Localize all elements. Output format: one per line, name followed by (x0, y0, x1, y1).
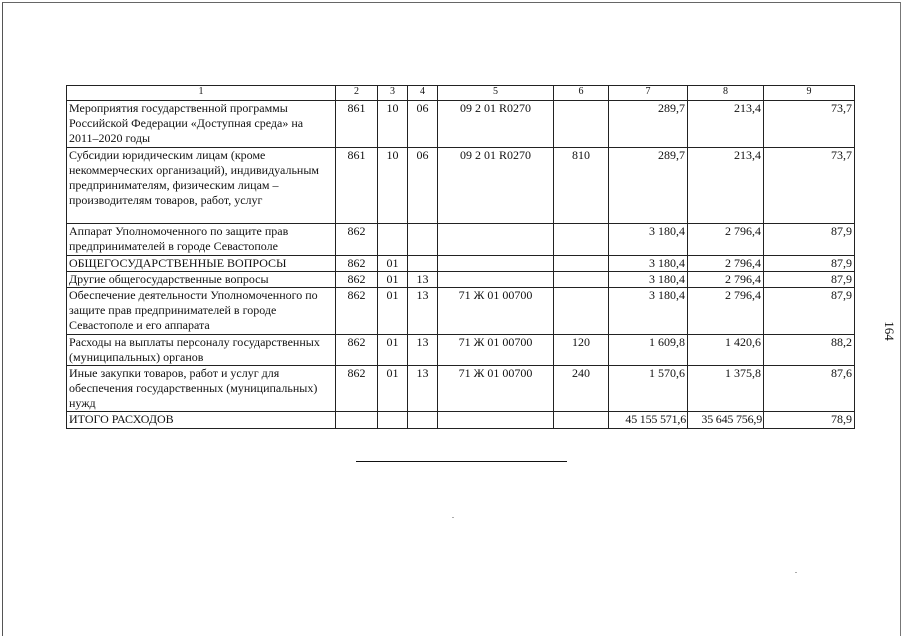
code-cell: 13 (408, 288, 438, 335)
amount-cell: 2 796,4 (688, 256, 764, 272)
code-cell: 240 (554, 366, 609, 412)
amount-cell: 2 796,4 (688, 224, 764, 256)
amount-cell: 87,6 (764, 366, 855, 412)
code-cell: 862 (336, 288, 378, 335)
code-cell (554, 412, 609, 429)
code-cell (438, 412, 554, 429)
code-cell: 862 (336, 366, 378, 412)
page-number: 164 (882, 321, 897, 341)
code-cell: 861 (336, 148, 378, 224)
header-cell: 6 (554, 86, 609, 101)
header-cell: 3 (378, 86, 408, 101)
code-cell: 10 (378, 101, 408, 148)
code-cell: 06 (408, 101, 438, 148)
total-amount-cell: 45 155 571,6 (609, 412, 688, 429)
table-row (67, 288, 855, 335)
table-total-row (67, 412, 855, 429)
header-cell: 7 (609, 86, 688, 101)
code-cell: 09 2 01 R0270 (438, 101, 554, 148)
amount-cell: 213,4 (688, 148, 764, 224)
name-cell: Иные закупки товаров, работ и услуг для обеспечения государственных (муниципальных) нужд (67, 366, 336, 412)
amount-cell: 3 180,4 (609, 288, 688, 335)
code-cell: 862 (336, 335, 378, 366)
name-cell: Мероприятия государственной программы Российской Федерации «Доступная среда» на 2011–2020 годы (67, 101, 336, 148)
code-cell: 01 (378, 366, 408, 412)
total-amount-cell: 78,9 (764, 412, 855, 429)
header-cell: 4 (408, 86, 438, 101)
code-cell: 862 (336, 272, 378, 288)
table-row (67, 224, 855, 256)
name-cell: Обеспечение деятельности Уполномоченного по защите прав предпринимателей в городе Севастополе и его аппарата (67, 288, 336, 335)
code-cell: 01 (378, 256, 408, 272)
code-cell: 01 (378, 335, 408, 366)
name-cell: Расходы на выплаты персоналу государственных (муниципальных) органов (67, 335, 336, 366)
amount-cell: 73,7 (764, 101, 855, 148)
code-cell (408, 256, 438, 272)
code-cell: 862 (336, 224, 378, 256)
amount-cell: 87,9 (764, 256, 855, 272)
name-cell: Другие общегосударственные вопросы (67, 272, 336, 288)
amount-cell: 88,2 (764, 335, 855, 366)
amount-cell: 87,9 (764, 272, 855, 288)
budget-table (66, 85, 855, 429)
amount-cell: 73,7 (764, 148, 855, 224)
amount-cell: 289,7 (609, 101, 688, 148)
amount-cell: 2 796,4 (688, 288, 764, 335)
name-cell: ОБЩЕГОСУДАРСТВЕННЫЕ ВОПРОСЫ (67, 256, 336, 272)
code-cell: 13 (408, 366, 438, 412)
table-row (67, 272, 855, 288)
code-cell: 13 (408, 335, 438, 366)
table-row (67, 335, 855, 366)
amount-cell: 3 180,4 (609, 272, 688, 288)
header-cell: 2 (336, 86, 378, 101)
table-row (67, 256, 855, 272)
code-cell: 861 (336, 101, 378, 148)
code-cell (408, 412, 438, 429)
amount-cell: 2 796,4 (688, 272, 764, 288)
code-cell: 09 2 01 R0270 (438, 148, 554, 224)
total-amount-cell: 35 645 756,9 (688, 412, 764, 429)
code-cell (554, 101, 609, 148)
amount-cell: 87,9 (764, 224, 855, 256)
code-cell: 01 (378, 272, 408, 288)
scan-speck (452, 517, 454, 518)
name-cell: Субсидии юридическим лицам (кроме некоммерческих организаций), индивидуальным предпринимателям, физическим лицам – производителям товаров, работ, услуг (67, 148, 336, 224)
code-cell: 13 (408, 272, 438, 288)
code-cell: 71 Ж 01 00700 (438, 366, 554, 412)
code-cell: 06 (408, 148, 438, 224)
code-cell (336, 412, 378, 429)
amount-cell: 1 420,6 (688, 335, 764, 366)
amount-cell: 289,7 (609, 148, 688, 224)
code-cell (554, 288, 609, 335)
code-cell (438, 256, 554, 272)
code-cell (408, 224, 438, 256)
amount-cell: 87,9 (764, 288, 855, 335)
code-cell (378, 224, 408, 256)
amount-cell: 213,4 (688, 101, 764, 148)
code-cell (438, 272, 554, 288)
code-cell (554, 256, 609, 272)
table-row (67, 148, 855, 224)
table-body (67, 86, 855, 429)
code-cell: 120 (554, 335, 609, 366)
code-cell (438, 224, 554, 256)
code-cell (378, 412, 408, 429)
table-row (67, 101, 855, 148)
header-cell: 9 (764, 86, 855, 101)
amount-cell: 3 180,4 (609, 224, 688, 256)
code-cell: 810 (554, 148, 609, 224)
table-row (67, 366, 855, 412)
code-cell: 01 (378, 288, 408, 335)
code-cell (554, 272, 609, 288)
name-cell: Аппарат Уполномоченного по защите прав предпринимателей в городе Севастополе (67, 224, 336, 256)
header-cell: 8 (688, 86, 764, 101)
amount-cell: 1 609,8 (609, 335, 688, 366)
table-header-row (67, 86, 855, 101)
code-cell: 862 (336, 256, 378, 272)
header-cell: 5 (438, 86, 554, 101)
scan-speck (795, 572, 797, 573)
header-cell: 1 (67, 86, 336, 101)
code-cell: 71 Ж 01 00700 (438, 288, 554, 335)
code-cell: 10 (378, 148, 408, 224)
total-label-cell: ИТОГО РАСХОДОВ (67, 412, 336, 429)
code-cell (554, 224, 609, 256)
code-cell: 71 Ж 01 00700 (438, 335, 554, 366)
amount-cell: 1 570,6 (609, 366, 688, 412)
amount-cell: 1 375,8 (688, 366, 764, 412)
amount-cell: 3 180,4 (609, 256, 688, 272)
separator-line (356, 461, 567, 462)
